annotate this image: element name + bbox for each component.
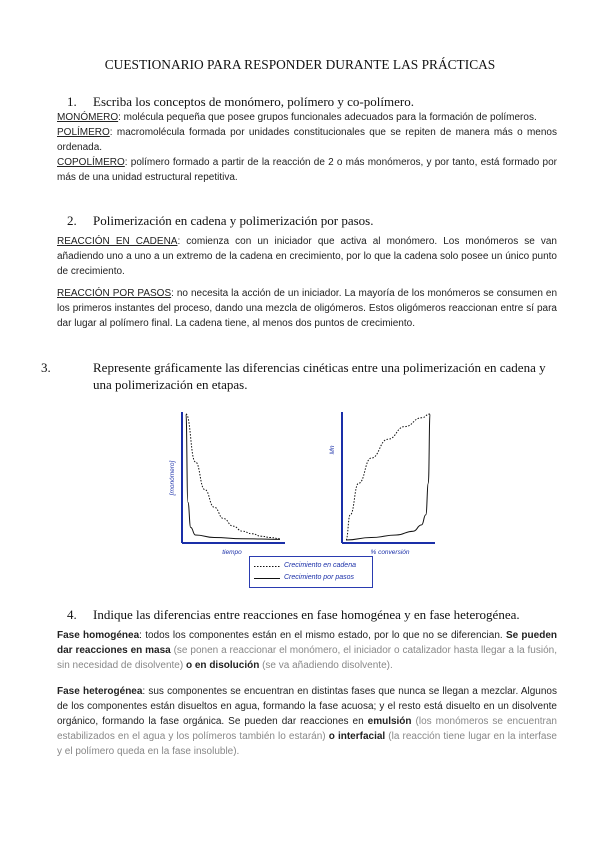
disolucion-note: (se va añadiendo disolvente). [259,660,393,671]
chart2-series-step [346,414,430,540]
chart1-xlabel: tiempo [222,549,242,556]
chart1-series-chain [186,414,280,539]
legend-label-chain: Crecimiento en cadena [284,562,356,569]
page-title: CUESTIONARIO PARA RESPONDER DURANTE LAS PRÁCTICAS [104,57,496,72]
question-4 [67,606,520,623]
def-copolimero: : polímero formado a partir de la reacción de 2 o más monómeros, y por tanto, está formado por más de una unidad estructural repetitiva. [57,157,557,183]
question-number: 4. [67,607,77,622]
question-number: 2. [67,213,77,228]
disolucion-label: o en disolución [183,660,260,671]
masa-label: Se pueden dar reacciones en masa [57,630,557,656]
question-1 [67,93,414,110]
answer-1 [57,110,557,185]
term-copolimero: COPOLÍMERO [57,157,125,168]
chart2-series-chain [346,414,430,540]
def-cadena: : comienza con un iniciador que activa al monómero. Los monómeros se van añadiendo uno a uno a un extremo de la cadena en crecimiento, por lo que la cadena solo posee un único punto de crecimiento. [57,236,557,277]
term-monomero: MONÓMERO [57,112,119,123]
question-text: Indique las diferencias entre reacciones en fase homogénea y en fase heterogénea. [93,607,520,622]
kinetics-figure [160,408,445,558]
o-connector: o [325,731,335,742]
interfacial-label: interfacial [334,731,386,742]
question-3 [41,359,557,393]
chart1-ylabel: [monómero] [169,460,176,496]
masa-note: (se ponen a reaccionar el monómero, el iniciador o catalizador hasta llegar a la fusión, sin necesidad de disolvente) [57,645,557,671]
question-text: Escriba los conceptos de monómero, polímero y co-polímero. [93,94,414,109]
emulsion-note: (los monómeros se encuentran estabilizados en el agua y los polímeros también lo estarán) [57,716,557,742]
def-polimero: : macromolécula formada por unidades constitucionales que se repiten de manera más o menos ordenada. [57,127,557,153]
answer-2a [57,234,557,279]
term-cadena: REACCIÓN EN CADENA [57,236,178,247]
term-pasos: REACCIÓN POR PASOS [57,288,172,299]
term-heterogenea: Fase heterogénea [57,686,143,697]
question-number: 3. [41,360,51,375]
term-homogenea: Fase homogénea [57,630,140,641]
legend-dotted-line-icon [254,565,280,568]
question-2 [67,212,373,229]
legend-solid-line-icon [254,577,280,580]
def-pasos: : no necesita la acción de un iniciador. La mayoría de los monómeros se consumen en los primeros instantes del proceso, dando una mezcla de oligómeros. Estos oligómeros reaccionan entre sí para dar lugar al polímero final. La cadena tiene, al menos dos puntos de crecimiento. [57,288,558,329]
def-homogenea: : todos los componentes están en el mismo estado, por lo que no se diferencian. [139,630,503,641]
question-text: Represente gráficamente las diferencias cinéticas entre una polimerización en cadena y una polimerización en etapas. [93,360,546,392]
answer-4b [57,684,557,759]
chart2-xlabel: % conversión [370,549,410,556]
term-polimero: POLÍMERO [57,127,110,138]
chart2-ylabel: Mn [329,445,336,455]
legend-label-step: Crecimiento por pasos [284,574,355,581]
chart-legend [249,556,373,588]
def-heterogenea: : sus componentes se encuentran en distintas fases que nunca se llegan a mezclar. Algunos de los componentes están disueltos en agua, formando la fase acuosa; y el resto está disuelto en un disolvente orgánico, formando la fase orgánica. Se pueden dar reacciones en [57,686,557,727]
emulsion-label: emulsión [363,716,412,727]
chart1-series-step [186,414,280,539]
question-text: Polimerización en cadena y polimerización por pasos. [93,213,374,228]
question-number: 1. [67,94,77,109]
interfacial-note: (la reacción tiene lugar en la interfase y el polímero queda en la fase insoluble). [57,731,557,757]
answer-4a [57,628,557,673]
answer-2b [57,286,557,331]
def-monomero: : molécula pequeña que posee grupos funcionales adecuados para la formación de polímeros. [118,112,537,123]
